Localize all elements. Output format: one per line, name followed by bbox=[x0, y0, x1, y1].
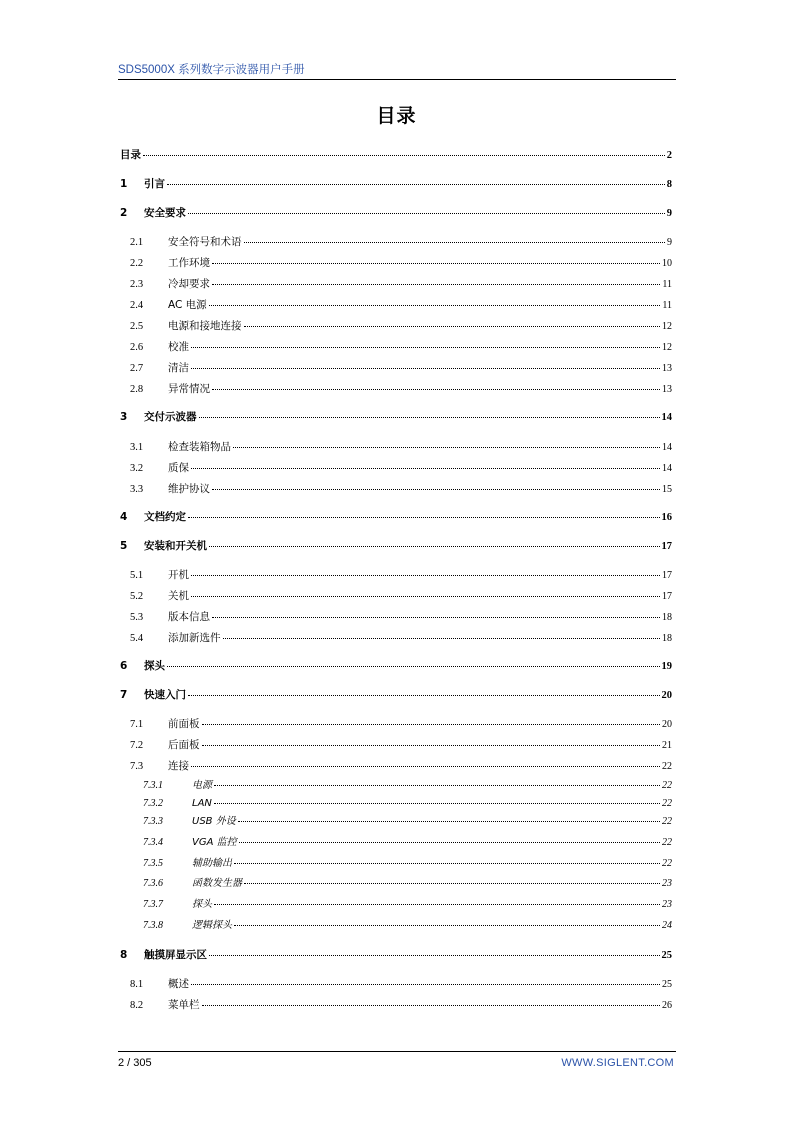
header-title: SDS5000X 系列数字示波器用户手册 bbox=[118, 64, 305, 76]
toc-entry-page: 22 bbox=[662, 780, 672, 791]
toc-entry-title: 安全要求 bbox=[144, 207, 186, 219]
toc-entry[interactable] bbox=[130, 276, 672, 292]
toc-entry-number: 7.3 bbox=[130, 761, 144, 772]
toc-entry-number: 7.3.6 bbox=[143, 878, 163, 889]
toc-entry-title: 电源 bbox=[192, 780, 212, 791]
toc-entry-number: 7.3.7 bbox=[143, 899, 163, 910]
toc-entry[interactable] bbox=[130, 997, 672, 1013]
toc-entry[interactable] bbox=[130, 588, 672, 604]
toc-entry-leader bbox=[191, 567, 660, 576]
toc-entry-number: 4 bbox=[120, 511, 128, 523]
toc-entry-title: 添加新选件 bbox=[168, 632, 221, 644]
toc-entry-leader bbox=[244, 875, 660, 884]
toc-entry[interactable] bbox=[130, 360, 672, 376]
toc-entry-title: 检查装箱物品 bbox=[168, 441, 231, 453]
toc-entry-page: 9 bbox=[667, 237, 672, 248]
toc-entry-page: 26 bbox=[662, 1000, 672, 1011]
toc-entry-number: 7.3.4 bbox=[143, 837, 163, 848]
toc-entry-title: 校准 bbox=[168, 341, 189, 353]
toc-entry[interactable] bbox=[143, 814, 672, 830]
toc-entry-number: 3.3 bbox=[130, 484, 144, 495]
toc-entry-title: 辅助输出 bbox=[192, 858, 232, 869]
toc-entry-title: 电源和接地连接 bbox=[168, 320, 242, 332]
toc-entry[interactable] bbox=[130, 339, 672, 355]
page-title: 目录 bbox=[376, 105, 417, 127]
toc-entry-page: 17 bbox=[662, 570, 672, 581]
toc-entry[interactable] bbox=[130, 255, 672, 271]
toc-entry-title: 异常情况 bbox=[168, 383, 210, 395]
toc-entry-leader bbox=[191, 588, 660, 597]
toc-entry-leader bbox=[212, 381, 660, 390]
toc-entry-leader bbox=[223, 630, 661, 639]
toc-entry-leader bbox=[209, 947, 660, 956]
toc-entry-title: 前面板 bbox=[168, 718, 200, 730]
toc-entry-number: 6 bbox=[120, 660, 128, 672]
toc-entry-page: 22 bbox=[662, 837, 672, 848]
toc-entry-leader bbox=[234, 855, 660, 864]
toc-entry-page: 10 bbox=[662, 258, 672, 269]
toc-entry-page: 24 bbox=[662, 920, 672, 931]
toc-entry-title: 触摸屏显示区 bbox=[144, 949, 207, 961]
toc-entry-page: 14 bbox=[662, 442, 672, 453]
toc-entry-number: 2.2 bbox=[130, 258, 144, 269]
toc-entry-number: 8.1 bbox=[130, 979, 144, 990]
toc-entry-number: 7.1 bbox=[130, 719, 144, 730]
toc-entry-title: 函数发生器 bbox=[192, 878, 242, 889]
toc-entry-page: 12 bbox=[662, 321, 672, 332]
toc-entry-number: 5 bbox=[120, 540, 128, 552]
toc-entry[interactable] bbox=[130, 976, 672, 992]
toc-entry[interactable] bbox=[143, 897, 672, 913]
toc-entry-title: 探头 bbox=[192, 899, 212, 910]
toc-entry-leader bbox=[191, 976, 660, 985]
toc-entry[interactable] bbox=[120, 687, 672, 703]
toc-entry-page: 17 bbox=[661, 541, 672, 552]
toc-entry-leader bbox=[191, 339, 660, 348]
toc-entry-number: 7.3.1 bbox=[143, 780, 163, 791]
toc-entry-number: 7.3.3 bbox=[143, 816, 163, 827]
toc-entry-number: 3 bbox=[120, 411, 128, 423]
toc-entry-number: 5.4 bbox=[130, 633, 144, 644]
toc-entry-page: 25 bbox=[662, 979, 672, 990]
toc-entry-title: 冷却要求 bbox=[168, 278, 210, 290]
toc-entry-page: 21 bbox=[662, 740, 672, 751]
toc-entry-title: 文档约定 bbox=[144, 511, 186, 523]
toc-entry-title: 概述 bbox=[168, 978, 189, 990]
toc-entry-leader bbox=[244, 318, 661, 327]
toc-entry-leader bbox=[167, 176, 665, 185]
toc-entry-leader bbox=[202, 737, 661, 746]
footer-rule bbox=[118, 1051, 676, 1052]
toc-entry-number: 1 bbox=[120, 178, 128, 190]
toc-entry-page: 14 bbox=[661, 412, 672, 423]
toc-entry[interactable] bbox=[130, 630, 672, 646]
toc-entry-title: 交付示波器 bbox=[144, 411, 197, 423]
toc-entry-leader bbox=[191, 758, 660, 767]
toc-entry-number: 2.5 bbox=[130, 321, 144, 332]
toc-entry-leader bbox=[214, 896, 660, 905]
toc-entry-leader bbox=[238, 813, 660, 822]
toc-entry-title: 质保 bbox=[168, 462, 189, 474]
toc-entry-title: 清洁 bbox=[168, 362, 189, 374]
toc-entry-leader bbox=[209, 297, 661, 306]
toc-entry-leader bbox=[214, 795, 660, 804]
toc-entry-number: 5.3 bbox=[130, 612, 144, 623]
toc-entry-title: AC 电源 bbox=[168, 299, 207, 311]
toc-entry-leader bbox=[244, 234, 666, 243]
toc-entry-leader bbox=[212, 276, 660, 285]
toc-entry-title: VGA 监控 bbox=[192, 837, 237, 848]
toc-entry-page: 13 bbox=[662, 384, 672, 395]
toc-entry-leader bbox=[212, 609, 660, 618]
toc-entry-title: 版本信息 bbox=[168, 611, 210, 623]
toc-entry-leader bbox=[239, 834, 660, 843]
toc-entry-number: 7 bbox=[120, 689, 128, 701]
toc-entry-page: 25 bbox=[661, 950, 672, 961]
toc-entry-page: 22 bbox=[662, 761, 672, 772]
toc-entry-leader bbox=[191, 460, 660, 469]
toc-entry-leader bbox=[167, 658, 660, 667]
toc-entry[interactable] bbox=[130, 297, 672, 313]
toc-entry-leader bbox=[212, 255, 660, 264]
toc-entry-title: 安装和开关机 bbox=[144, 540, 207, 552]
toc-entry-number: 8.2 bbox=[130, 1000, 144, 1011]
toc-entry[interactable] bbox=[120, 409, 672, 425]
toc-entry-leader bbox=[199, 409, 660, 418]
toc-entry-number: 2.4 bbox=[130, 300, 144, 311]
toc-entry-leader bbox=[214, 777, 660, 786]
toc-entry[interactable] bbox=[130, 481, 672, 497]
toc-entry-leader bbox=[233, 439, 660, 448]
toc-entry-leader bbox=[191, 360, 660, 369]
toc-entry-leader bbox=[188, 205, 665, 214]
toc-entry[interactable] bbox=[130, 567, 672, 583]
toc-entry[interactable] bbox=[130, 439, 672, 455]
toc-entry-number: 3.2 bbox=[130, 463, 144, 474]
toc-entry-page: 20 bbox=[661, 690, 672, 701]
toc-entry-page: 22 bbox=[662, 858, 672, 869]
toc-entry[interactable] bbox=[120, 147, 672, 163]
toc-entry-leader bbox=[143, 147, 665, 156]
toc-entry[interactable] bbox=[120, 658, 672, 674]
toc-entry-page: 17 bbox=[662, 591, 672, 602]
toc-entry-page: 11 bbox=[662, 300, 672, 311]
toc-entry-title: LAN bbox=[192, 798, 212, 809]
toc-entry-number: 2 bbox=[120, 207, 128, 219]
toc-entry-number: 7.2 bbox=[130, 740, 144, 751]
toc-entry-page: 15 bbox=[662, 484, 672, 495]
footer-url[interactable]: WWW.SIGLENT.COM bbox=[561, 1057, 674, 1069]
toc-entry-page: 18 bbox=[662, 612, 672, 623]
toc-entry-number: 2.6 bbox=[130, 342, 144, 353]
toc-entry-page: 9 bbox=[666, 208, 672, 219]
toc-entry[interactable] bbox=[120, 947, 672, 963]
toc-entry[interactable] bbox=[120, 509, 672, 525]
toc-entry-number: 2.1 bbox=[130, 237, 144, 248]
toc-entry-number: 2.8 bbox=[130, 384, 144, 395]
toc-entry[interactable] bbox=[130, 716, 672, 732]
toc-entry-title: 菜单栏 bbox=[168, 999, 200, 1011]
toc-entry-page: 14 bbox=[662, 463, 672, 474]
toc-entry[interactable] bbox=[143, 856, 672, 872]
toc-entry-title: 安全符号和术语 bbox=[168, 236, 242, 248]
toc-entry-title: 引言 bbox=[144, 178, 165, 190]
toc-entry[interactable] bbox=[120, 538, 672, 554]
toc-entry-number: 7.3.2 bbox=[143, 798, 163, 809]
toc-entry-number: 3.1 bbox=[130, 442, 144, 453]
toc-entry[interactable] bbox=[143, 796, 672, 812]
toc-entry-page: 12 bbox=[662, 342, 672, 353]
toc-entry[interactable] bbox=[130, 758, 672, 774]
toc-entry-page: 18 bbox=[662, 633, 672, 644]
toc-entry-leader bbox=[188, 687, 660, 696]
toc-entry-title: USB 外设 bbox=[192, 816, 236, 827]
toc-entry[interactable] bbox=[120, 205, 672, 221]
toc-entry[interactable] bbox=[130, 234, 672, 250]
toc-entry-page: 22 bbox=[662, 798, 672, 809]
toc-entry-leader bbox=[188, 509, 660, 518]
toc-entry-page: 23 bbox=[662, 899, 672, 910]
toc-entry[interactable] bbox=[143, 876, 672, 892]
toc-entry[interactable] bbox=[143, 835, 672, 851]
toc-entry-page: 11 bbox=[662, 279, 672, 290]
toc-entry-page: 19 bbox=[661, 661, 672, 672]
toc-entry-title: 探头 bbox=[144, 660, 165, 672]
toc-entry[interactable] bbox=[120, 176, 672, 192]
toc-entry-leader bbox=[234, 917, 660, 926]
footer-page-number: 2 / 305 bbox=[118, 1057, 152, 1069]
toc-entry-number: 5.1 bbox=[130, 570, 144, 581]
toc-entry-page: 23 bbox=[662, 878, 672, 889]
toc-entry[interactable] bbox=[143, 918, 672, 934]
toc-entry-number: 2.7 bbox=[130, 363, 144, 374]
toc-entry-title: 目录 bbox=[120, 149, 141, 161]
toc-entry-page: 8 bbox=[666, 179, 672, 190]
toc-entry[interactable] bbox=[130, 460, 672, 476]
toc-entry-title: 维护协议 bbox=[168, 483, 210, 495]
toc-entry-leader bbox=[209, 538, 660, 547]
toc-entry-title: 关机 bbox=[168, 590, 189, 602]
toc-entry[interactable] bbox=[130, 381, 672, 397]
toc-entry-title: 连接 bbox=[168, 760, 189, 772]
toc-entry-number: 5.2 bbox=[130, 591, 144, 602]
toc-entry-page: 22 bbox=[662, 816, 672, 827]
toc-entry-page: 2 bbox=[666, 150, 672, 161]
toc-entry-number: 8 bbox=[120, 949, 128, 961]
toc-entry-number: 2.3 bbox=[130, 279, 144, 290]
toc-entry[interactable] bbox=[143, 778, 672, 794]
toc-entry-page: 20 bbox=[662, 719, 672, 730]
toc-entry-title: 工作环境 bbox=[168, 257, 210, 269]
toc-entry-leader bbox=[212, 481, 660, 490]
toc-entry-title: 后面板 bbox=[168, 739, 200, 751]
toc-entry-title: 快速入门 bbox=[144, 689, 186, 701]
toc-entry[interactable] bbox=[130, 609, 672, 625]
toc-entry-leader bbox=[202, 716, 661, 725]
toc-entry-title: 开机 bbox=[168, 569, 189, 581]
toc-entry[interactable] bbox=[130, 318, 672, 334]
toc-entry-title: 逻辑探头 bbox=[192, 920, 232, 931]
toc-entry-leader bbox=[202, 997, 661, 1006]
toc-entry-number: 7.3.5 bbox=[143, 858, 163, 869]
toc-entry[interactable] bbox=[130, 737, 672, 753]
toc-entry-page: 16 bbox=[661, 512, 672, 523]
toc-entry-page: 13 bbox=[662, 363, 672, 374]
toc-entry-number: 7.3.8 bbox=[143, 920, 163, 931]
